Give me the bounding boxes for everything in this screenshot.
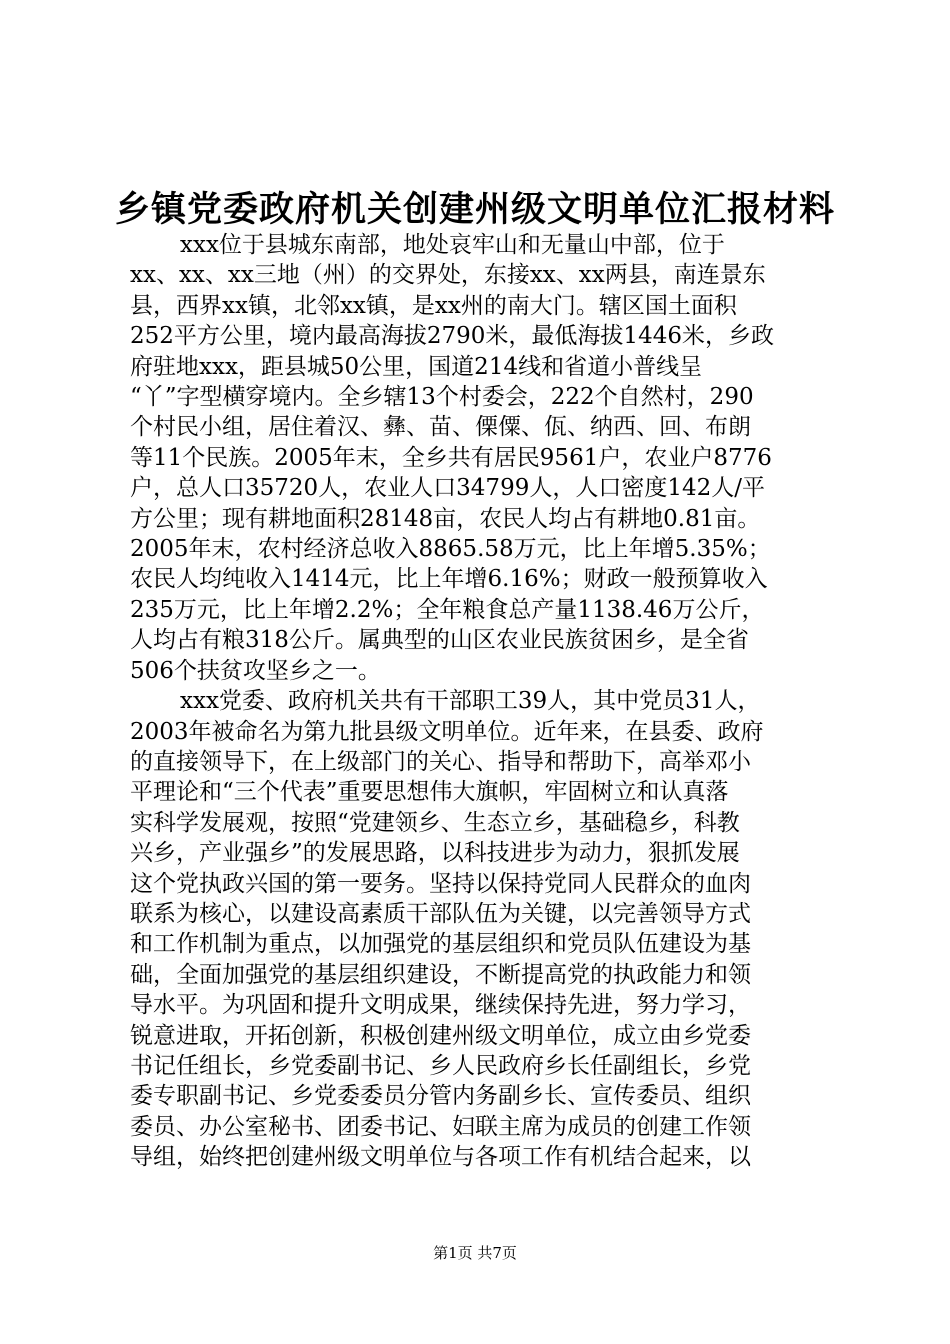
paragraph-1	[130, 230, 828, 686]
text-line: 平理论和“三个代表”重要思想伟大旗帜，牢固树立和认真落	[130, 779, 729, 806]
text-line: 础，全面加强党的基层组织建设，不断提高党的执政能力和领	[130, 961, 751, 988]
text-line: “丫”字型横穿境内。全乡辖13个村委会，222个自然村，290	[130, 384, 754, 411]
text-line: 实科学发展观，按照“党建领乡、生态立乡，基础稳乡，科教	[130, 809, 740, 836]
text-line: 委员、办公室秘书、团委书记、妇联主席为成员的创建工作领	[130, 1113, 751, 1140]
text-line: 252平方公里，境内最高海拔2790米，最低海拔1446米，乡政	[130, 323, 774, 350]
text-line: 这个党执政兴国的第一要务。坚持以保持党同人民群众的血肉	[130, 870, 751, 897]
text-line: 委专职副书记、乡党委委员分管内务副乡长、宣传委员、组织	[130, 1083, 751, 1110]
text-line: 县，西界xx镇，北邻xx镇，是xx州的南大门。辖区国土面积	[130, 292, 737, 319]
text-line: 的直接领导下，在上级部门的关心、指导和帮助下，高举邓小	[130, 748, 751, 775]
text-line: 锐意进取，开拓创新，积极创建州级文明单位，成立由乡党委	[130, 1022, 751, 1049]
document-body	[130, 230, 828, 1173]
text-line: 府驻地xxx，距县城50公里，国道214线和省道小普线呈	[130, 353, 703, 380]
text-line: 506个扶贫攻坚乡之一。	[130, 657, 381, 684]
text-line: 农民人均纯收入1414元，比上年增6.16%；财政一般预算收入	[130, 566, 768, 593]
text-line: 导水平。为巩固和提升文明成果，继续保持先进，努力学习，	[130, 992, 751, 1019]
page-number-footer: 第1页 共7页	[433, 1244, 517, 1262]
text-line: 和工作机制为重点，以加强党的基层组织和党员队伍建设为基	[130, 931, 751, 958]
text-line: 导组，始终把创建州级文明单位与各项工作有机结合起来，以	[130, 1144, 751, 1171]
document-title: 乡镇党委政府机关创建州级文明单位汇报材料	[114, 189, 835, 230]
text-line: 235万元，比上年增2.2%；全年粮食总产量1138.46万公斤，	[130, 596, 765, 623]
text-line: 等11个民族。2005年末，全乡共有居民9561户，农业户8776	[130, 444, 772, 471]
text-line: 联系为核心，以建设高素质干部队伍为关键，以完善领导方式	[130, 900, 751, 927]
text-line: 户，总人口35720人，农业人口34799人，人口密度142人/平	[130, 475, 765, 502]
text-line: 方公里；现有耕地面积28148亩，农民人均占有耕地0.81亩。	[130, 505, 761, 532]
text-line: xxx党委、政府机关共有干部职工39人，其中党员31人，	[180, 688, 761, 715]
text-line: 2005年末，农村经济总收入8865.58万元，比上年增5.35%；	[130, 536, 771, 563]
text-line: 2003年被命名为第九批县级文明单位。近年来，在县委、政府	[130, 718, 764, 745]
text-line: xxx位于县城东南部，地处哀牢山和无量山中部，位于	[180, 232, 725, 258]
text-line: 人均占有粮318公斤。属典型的山区农业民族贫困乡，是全省	[130, 627, 749, 654]
text-line: xx、xx、xx三地（州）的交界处，东接xx、xx两县，南连景东	[130, 262, 766, 289]
text-line: 书记任组长，乡党委副书记、乡人民政府乡长任副组长，乡党	[130, 1052, 751, 1079]
text-line: 兴乡，产业强乡”的发展思路，以科技进步为动力，狠抓发展	[130, 840, 740, 867]
text-line: 个村民小组，居住着汉、彝、苗、傈僳、佤、纳西、回、布朗	[130, 414, 751, 441]
paragraph-2	[130, 686, 828, 1173]
